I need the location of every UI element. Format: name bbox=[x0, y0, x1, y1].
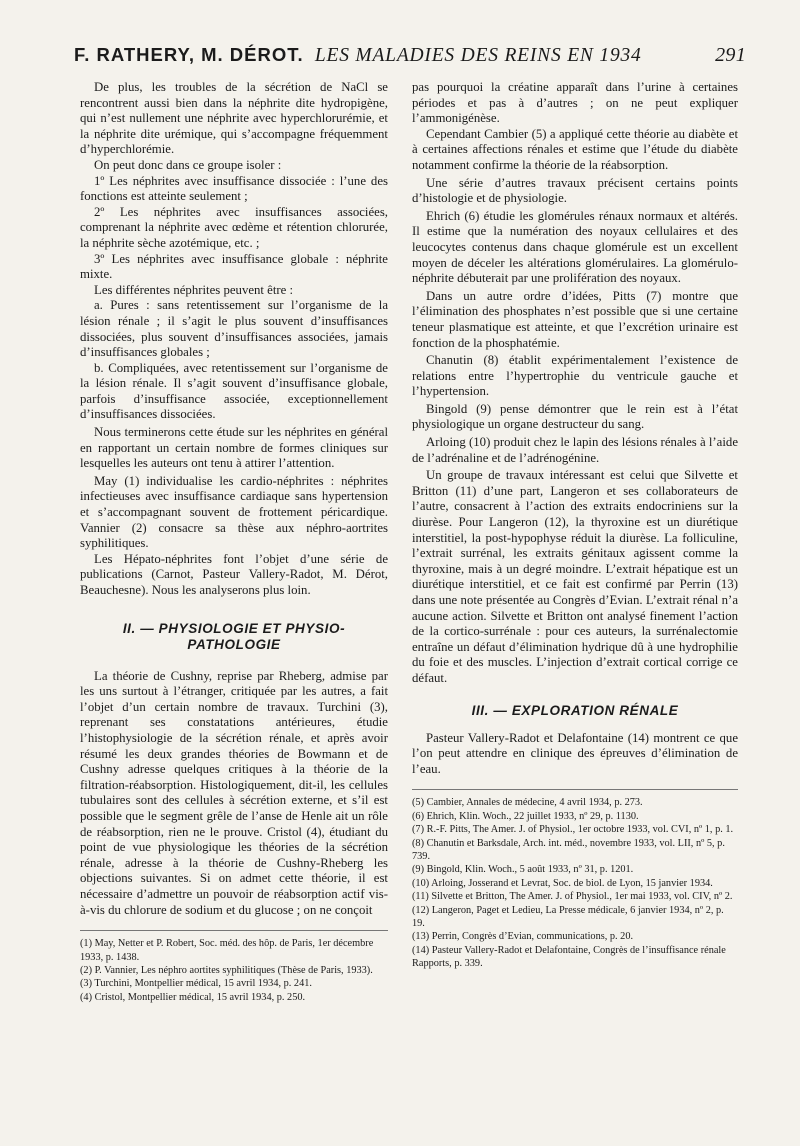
footnote: (11) Silvette et Britton, The Amer. J. of Physiol., 1er mai 1933, vol. CIV, nº 2. bbox=[412, 891, 733, 903]
paragraph: 1º Les néphrites avec insuffisance dissociée : l’une des fonctions est atteinte seulement ; bbox=[80, 173, 388, 204]
footnote: (10) Arloing, Josserand et Levrat, Soc. de biol. de Lyon, 15 janvier 1934. bbox=[412, 877, 713, 889]
header-title: LES MALADIES DES REINS EN 1934 bbox=[314, 45, 642, 66]
paragraph: May (1) individualise les cardio-néphrites : néphrites infectieuses avec insuffisance cardiaque sans hypertension et s’accompagnant souvent de frottement péricardique. Vannier (2) consacre sa thèse aux néphro-aortrites syphilitiques. bbox=[80, 473, 388, 551]
paragraph: Nous terminerons cette étude sur les néphrites en général en rapportant un certain nombre de formes cliniques sur lesquelles les auteurs ont tenu à attirer l’attention. bbox=[80, 425, 388, 471]
footnote: (13) Perrin, Congrès d’Evian, communications, p. 20. bbox=[412, 931, 634, 943]
paragraph: Un groupe de travaux intéressant est celui que Silvette et Britton (11) d’une part, Langeron et ses collaborateurs de l’autre, consacrent à l’action des extraits endocriniens sur la diurèse. Pour Langeron (12), la thyroxine est un diurétique interstitiel, la post-hypophyse réduit la diurèse. La folliculine, l’extrait surrénal, les extraits génitaux agissent comme la thyroxine, mais à un degré moindre. L’extrait hépatique est un diurétique interstitiel, et ce fait est confirmé par Perrin (13) dans une note présentée au Congrès d’Evian. L’extrait rénal n’a aucune action. Silvette et Britton ont analysé finement l’action de la cortico-surrénale : pour ces auteurs, la surrénalectomie entraîne un défaut d’élimination hydrique dû à une hydrophilie du foie et des muscles. L’injection d’extrait cortical corrige ce défaut. bbox=[412, 468, 738, 685]
paragraph: Les différentes néphrites peuvent être : bbox=[94, 282, 294, 297]
footnote: (4) Cristol, Montpellier médical, 15 avril 1934, p. 250. bbox=[80, 991, 306, 1003]
left-column bbox=[80, 80, 388, 1004]
footnote: (3) Turchini, Montpellier médical, 15 avril 1934, p. 241. bbox=[80, 978, 312, 990]
paragraph: Arloing (10) produit chez le lapin des lésions rénales à l’aide de l’adrénaline et de l’adrénogénine. bbox=[412, 435, 738, 465]
paragraph: Pasteur Vallery-Radot et Delafontaine (14) montrent ce que l’on peut attendre en clinique des épreuves d’élimination de l’eau. bbox=[412, 730, 738, 776]
paragraph: Bingold (9) pense démontrer que le rein est à l’état physiologique un organe destructeur du sang. bbox=[412, 401, 738, 432]
footnote: (9) Bingold, Klin. Woch., 5 août 1933, nº 31, p. 1201. bbox=[412, 864, 634, 876]
footnote: (2) P. Vannier, Les néphro aortites syphilitiques (Thèse de Paris, 1933). bbox=[80, 964, 373, 976]
paragraph: On peut donc dans ce groupe isoler : bbox=[94, 157, 282, 172]
page-number: 291 bbox=[715, 44, 746, 66]
paragraph: b. Compliquées, avec retentissement sur l’organisme de la lésion rénale. Il s’agit souvent d’insuffisance globale, parfois d’insuffisance associée, exceptionnellement d’insuffisances dissociées. bbox=[80, 360, 388, 422]
paragraph: Cependant Cambier (5) a appliqué cette théorie au diabète et à certaines affections rénales et estime que l’étude du diabète notamment confirme la théorie de la réabsorption. bbox=[412, 126, 738, 172]
paragraph: pas pourquoi la créatine apparaît dans l’urine à certaines périodes et pas à d’autres ; on ne peut expliquer l’ammonigénèse. bbox=[412, 80, 738, 126]
footnote: (12) Langeron, Paget et Ledieu, La Presse médicale, 6 janvier 1934, nº 2, p. 19. bbox=[412, 904, 724, 929]
footnote: (5) Cambier, Annales de médecine, 4 avril 1934, p. 273. bbox=[412, 797, 643, 809]
paragraph: La théorie de Cushny, reprise par Rheberg, admise par les uns surtout à l’étranger, critiquée par les autres, a fait l’objet d’un certain nombre de travaux. Turchini (3), reprenant ses constatations antérieures, étudie l’histophysiologie de la sécrétion rénale, et après avoir résumé les deux grandes théories de Bowmann et de Cushny adresse quelques critiques à la théorie de la filtration-réabsorption. Histologiquement, dit-il, les cellules tubulaires sont des cellules à sécrétion externe, et s’il est possible que le segment grêle de l’anse de Henle ait un rôle de réabsorption, rien ne le prouve. Cristol (4), étudiant du point de vue physiologique les théories de la sécrétion rénale, adresse à la théorie de Cushny-Rheberg les objections suivantes. Si on admet cette théorie, il est nécessaire d’admettre un pouvoir de réabsorption actif vis-à-vis du chlorure de sodium et du glucose ; on ne conçoit bbox=[80, 668, 388, 917]
paragraph: Les Hépato-néphrites font l’objet d’une série de publications (Carnot, Pasteur Vallery-Radot, M. Dérot, Beauchesne). Nous les analyserons plus loin. bbox=[80, 551, 388, 597]
paragraph: 3º Les néphrites avec insuffisance globale : néphrite mixte. bbox=[80, 251, 388, 282]
paragraph: Dans un autre ordre d’idées, Pitts (7) montre que l’élimination des phosphates n’est possible que si une certaine teneur plasmatique est atteinte, et que l’excrétion urinaire est fonction de la phosphatémie. bbox=[412, 288, 738, 350]
right-column bbox=[412, 80, 738, 971]
paragraph: 2º Les néphrites avec insuffisances associées, comprenant la néphrite avec œdème et rétention chlorurée, la néphrite sèche azotémique, etc. ; bbox=[80, 204, 388, 250]
running-header bbox=[74, 44, 746, 78]
paragraph: Chanutin (8) établit expérimentalement l’existence de relations entre l’hypertrophie du ventricule gauche et l’hypertension. bbox=[412, 353, 738, 399]
paragraph: Ehrich (6) étudie les glomérules rénaux normaux et altérés. Il estime que la numération des noyaux cellulaires et des leucocytes contenus dans chaque glomérule est un excellent moyen de déceler les altérations glomérulaires. La glomérulo-néphrite débuterait par une prolifération des noyaux. bbox=[412, 208, 738, 286]
footnote-rule bbox=[80, 930, 388, 931]
paragraph: De plus, les troubles de la sécrétion de NaCl se rencontrent aussi bien dans la néphrite dite hydropigène, qui n’est nullement une néphrite avec hyperchlorurémie, et la néphrite dite urémique, qui s’accompagne fréquemment d’hyperchlorémie. bbox=[80, 80, 388, 157]
header-authors: F. RATHERY, M. DÉROT. bbox=[74, 44, 304, 65]
footnote-rule bbox=[412, 789, 738, 790]
paragraph: a. Pures : sans retentissement sur l’organisme de la lésion rénale ; il s’agit le plus souvent d’insuffisances dissociées, plus souvent d’insuffisances associées, jamais d’insuffisances globales ; bbox=[80, 298, 388, 360]
paragraph: Une série d’autres travaux précisent certains points d’histologie et de physiologie. bbox=[412, 175, 738, 206]
footnote: (14) Pasteur Vallery-Radot et Delafontaine, Congrès de l’insuffisance rénale Rapports, p. 339. bbox=[412, 944, 726, 970]
footnote: (6) Ehrich, Klin. Woch., 22 juillet 1933, nº 29, p. 1130. bbox=[412, 810, 639, 822]
section-heading-exploration: III. — EXPLORATION RÉNALE bbox=[471, 702, 679, 718]
footnote: (8) Chanutin et Barksdale, Arch. int. méd., novembre 1933, vol. LII, nº 5, p. 739. bbox=[412, 837, 725, 862]
section-heading-physiologie: II. — PHYSIOLOGIE ET PHYSIO-PATHOLOGIE bbox=[122, 620, 346, 652]
footnote: (1) May, Netter et P. Robert, Soc. méd. des hôp. de Paris, 1er décembre 1933, p. 1438. bbox=[80, 938, 374, 963]
footnote: (7) R.-F. Pitts, The Amer. J. of Physiol., 1er octobre 1933, vol. CVI, nº 1, p. 1. bbox=[412, 824, 734, 836]
